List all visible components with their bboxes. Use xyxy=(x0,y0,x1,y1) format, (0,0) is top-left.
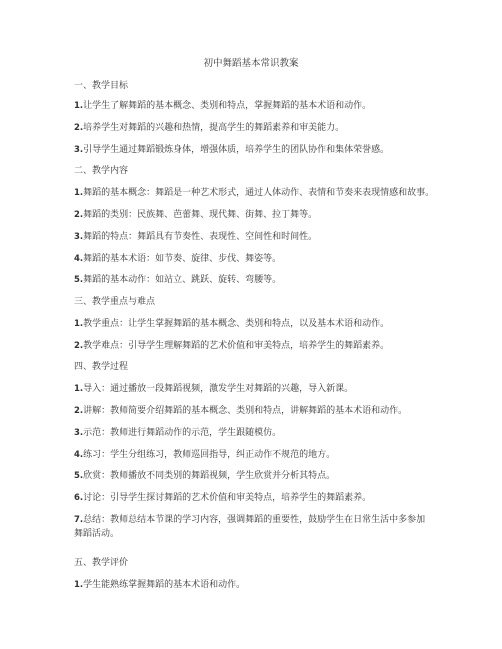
item-text: 总结：教师总结本节课的学习内容，强调舞蹈的重要性，鼓励学生在日常生活中多参加舞蹈活动。 xyxy=(74,515,426,539)
list-item xyxy=(74,100,434,112)
document-title: 初中舞蹈基本常识教案 xyxy=(203,58,299,69)
list-item xyxy=(74,579,434,591)
list-item xyxy=(74,318,434,330)
item-number: 2. xyxy=(74,123,84,133)
item-text: 引导学生通过舞蹈锻炼身体，增强体质，培养学生的团队协作和集体荣誉感。 xyxy=(83,145,390,155)
item-text: 培养学生对舞蹈的兴趣和热情，提高学生的舞蹈素养和审美能力。 xyxy=(83,123,345,133)
list-item xyxy=(74,449,434,461)
item-number: 1. xyxy=(74,101,84,111)
item-number: 3. xyxy=(74,145,84,155)
item-text: 练习：学生分组练习，教师巡回指导，纠正动作不规范的地方。 xyxy=(83,450,336,460)
item-number: 1. xyxy=(74,188,84,198)
item-text: 欣赏：教师播放不同类别的舞蹈视频，学生欣赏并分析其特点。 xyxy=(83,471,336,481)
section-heading-evaluation: 五、教学评价 xyxy=(74,558,129,568)
list-item xyxy=(74,513,426,541)
item-text: 舞蹈的基本概念：舞蹈是一种艺术形式，通过人体动作、表情和节奏来表现情感和故事。 xyxy=(83,188,435,198)
section-heading-content: 二、教学内容 xyxy=(74,166,129,176)
item-text: 示范：教师进行舞蹈动作的示范，学生跟随模仿。 xyxy=(83,428,282,438)
item-number: 4. xyxy=(74,450,84,460)
item-number: 3. xyxy=(74,232,84,242)
item-text: 舞蹈的特点：舞蹈具有节奏性、表现性、空间性和时间性。 xyxy=(83,232,318,242)
item-number: 3. xyxy=(74,428,84,438)
list-item xyxy=(74,340,434,352)
item-text: 讲解：教师简要介绍舞蹈的基本概念、类别和特点，讲解舞蹈的基本术语和动作。 xyxy=(83,406,408,416)
list-item xyxy=(74,492,434,504)
item-number: 5. xyxy=(74,471,84,481)
item-number: 1. xyxy=(74,384,84,394)
list-item xyxy=(74,209,434,221)
item-text: 舞蹈的类别：民族舞、芭蕾舞、现代舞、街舞、拉丁舞等。 xyxy=(83,210,318,220)
item-text: 舞蹈的基本术语：如节奏、旋律、步伐、舞姿等。 xyxy=(83,254,282,264)
section-heading-objectives: 一、教学目标 xyxy=(74,81,129,91)
list-item xyxy=(74,122,434,134)
list-item xyxy=(74,187,434,199)
item-number: 2. xyxy=(74,406,84,416)
list-item xyxy=(74,274,434,286)
list-item xyxy=(74,470,434,482)
list-item xyxy=(74,253,434,265)
item-text: 教学难点：引导学生理解舞蹈的艺术价值和审美特点，培养学生的舞蹈素养。 xyxy=(83,341,390,351)
item-number: 6. xyxy=(74,493,84,503)
item-number: 2. xyxy=(74,341,84,351)
list-item xyxy=(74,405,434,417)
item-text: 讨论：引导学生探讨舞蹈的艺术价值和审美特点，培养学生的舞蹈素养。 xyxy=(83,493,372,503)
list-item xyxy=(74,383,434,395)
item-text: 学生能熟练掌握舞蹈的基本术语和动作。 xyxy=(83,580,246,590)
section-heading-process: 四、教学过程 xyxy=(74,362,129,372)
item-number: 4. xyxy=(74,254,84,264)
section-heading-key-points: 三、教学重点与难点 xyxy=(74,297,156,307)
item-text: 舞蹈的基本动作：如站立、跳跃、旋转、弯腰等。 xyxy=(83,275,282,285)
item-text: 教学重点：让学生掌握舞蹈的基本概念、类别和特点，以及基本术语和动作。 xyxy=(83,319,390,329)
list-item xyxy=(74,144,434,156)
item-number: 1. xyxy=(74,319,84,329)
list-item xyxy=(74,231,434,243)
item-text: 让学生了解舞蹈的基本概念、类别和特点，掌握舞蹈的基本术语和动作。 xyxy=(83,101,372,111)
item-number: 1. xyxy=(74,580,84,590)
item-number: 2. xyxy=(74,210,84,220)
item-number: 7. xyxy=(74,515,84,525)
item-number: 5. xyxy=(74,275,84,285)
item-text: 导入：通过播放一段舞蹈视频，激发学生对舞蹈的兴趣，导入新课。 xyxy=(83,384,354,394)
list-item xyxy=(74,427,434,439)
